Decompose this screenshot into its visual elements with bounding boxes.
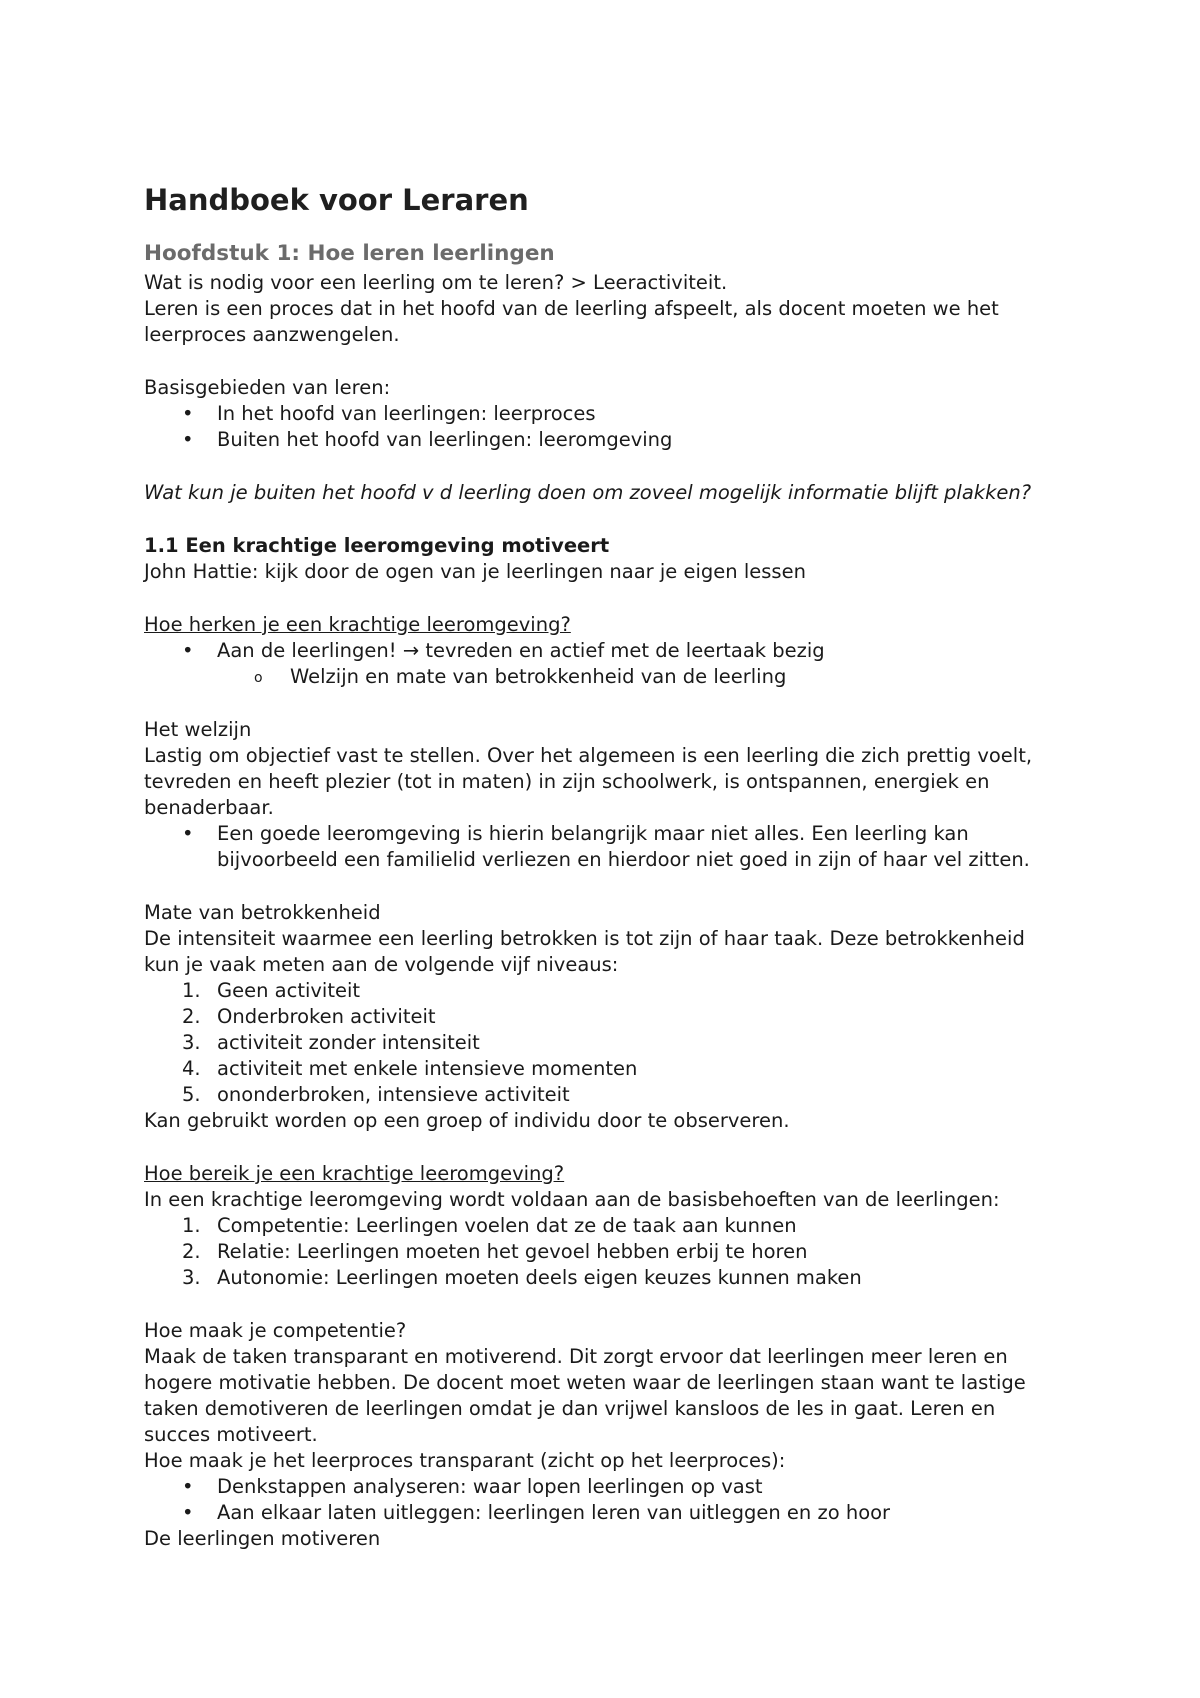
- spacer: [144, 453, 1064, 480]
- intro-line: Wat is nodig voor een leerling om te leren? > Leeractiviteit.: [144, 271, 728, 294]
- betrokkenheid-line: kun je vaak meten aan de volgende vijf niveaus:: [144, 953, 619, 976]
- competentie-line: Maak de taken transparant en motiverend. Dit zorgt ervoor dat leerlingen meer leren en: [144, 1345, 1008, 1368]
- spacer: [144, 348, 1064, 375]
- reach-list: [144, 1213, 1064, 1291]
- list-item: [144, 1500, 1064, 1526]
- list-item: [144, 1213, 1064, 1239]
- competentie-line: Hoe maak je het leerproces transparant (zicht op het leerproces):: [144, 1449, 786, 1472]
- spacer: [144, 690, 1064, 717]
- list-item-text: activiteit zonder intensiteit: [217, 1031, 480, 1054]
- betrokkenheid-line: De intensiteit waarmee een leerling betrokken is tot zijn of haar taak. Deze betrokkenheid: [144, 927, 1025, 950]
- bullet-marker: •: [182, 639, 194, 662]
- recognize-list: [144, 638, 1064, 664]
- document-title: Handboek voor Leraren: [144, 183, 529, 217]
- section-quote: John Hattie: kijk door de ogen van je leerlingen naar je eigen lessen: [144, 560, 806, 583]
- list-item-text: Buiten het hoofd van leerlingen: leeromgeving: [217, 428, 673, 451]
- competentie-line: taken demotiveren de leerlingen omdat je dan vrijwel kansloos de les in gaat. Leren en: [144, 1397, 996, 1420]
- sub-list-item: [144, 664, 1064, 690]
- betrokkenheid-after: Kan gebruikt worden op een groep of individu door te observeren.: [144, 1109, 790, 1132]
- competentie-list: [144, 1474, 1064, 1526]
- number-marker: 3.: [182, 1266, 201, 1289]
- sub-list-item-text: Welzijn en mate van betrokkenheid van de leerling: [290, 665, 787, 688]
- list-item-text: Competentie: Leerlingen voelen dat ze de taak aan kunnen: [217, 1214, 797, 1237]
- circle-marker: o: [254, 670, 263, 686]
- number-marker: 3.: [182, 1031, 201, 1054]
- number-marker: 4.: [182, 1057, 201, 1080]
- competentie-line: succes motiveert.: [144, 1423, 318, 1446]
- list-item: [144, 1056, 1064, 1082]
- number-marker: 1.: [182, 1214, 201, 1237]
- intro-line: Leren is een proces dat in het hoofd van de leerling afspeelt, als docent moeten we het: [144, 297, 999, 320]
- list-item-text: Geen activiteit: [217, 979, 361, 1002]
- competentie-heading: Hoe maak je competentie?: [144, 1319, 407, 1342]
- bullet-marker: •: [182, 402, 194, 425]
- number-marker: 5.: [182, 1083, 201, 1106]
- betrokkenheid-heading: Mate van betrokkenheid: [144, 901, 381, 924]
- number-marker: 1.: [182, 979, 201, 1002]
- welzijn-line: tevreden en heeft plezier (tot in maten) in zijn schoolwerk, is ontspannen, energiek en: [144, 770, 990, 793]
- list-item: [144, 1082, 1064, 1108]
- basis-list: [144, 401, 1064, 453]
- bullet-marker: •: [182, 1501, 194, 1524]
- list-item-text: ononderbroken, intensieve activiteit: [217, 1083, 570, 1106]
- list-item: [144, 401, 1064, 427]
- list-item: [144, 1030, 1064, 1056]
- intro-line: leerproces aanzwengelen.: [144, 323, 400, 346]
- reach-heading: Hoe bereik je een krachtige leeromgeving?: [144, 1162, 565, 1185]
- competentie-last: De leerlingen motiveren: [144, 1527, 381, 1550]
- welzijn-line: benaderbaar.: [144, 796, 274, 819]
- list-item-text: Een goede leeromgeving is hierin belangrijk maar niet alles. Een leerling kan: [217, 822, 969, 845]
- chapter-heading: Hoofdstuk 1: Hoe leren leerlingen: [144, 241, 555, 266]
- list-item: [144, 978, 1064, 1004]
- welzijn-heading: Het welzijn: [144, 718, 252, 741]
- competentie-line: hogere motivatie hebben. De docent moet weten waar de leerlingen staan want te lastige: [144, 1371, 1026, 1394]
- betrokkenheid-levels: [144, 978, 1064, 1108]
- recognize-heading: Hoe herken je een krachtige leeromgeving?: [144, 613, 571, 636]
- list-item-text: Relatie: Leerlingen moeten het gevoel hebben erbij te horen: [217, 1240, 808, 1263]
- list-item-text: activiteit met enkele intensieve momenten: [217, 1057, 638, 1080]
- list-item: [144, 1265, 1064, 1291]
- basis-heading: Basisgebieden van leren:: [144, 376, 391, 399]
- number-marker: 2.: [182, 1240, 201, 1263]
- list-item-text: Aan elkaar laten uitleggen: leerlingen leren van uitleggen en zo hoor: [217, 1501, 891, 1524]
- recognize-sublist: [144, 664, 1064, 690]
- spacer: [144, 873, 1064, 900]
- list-item: [144, 1474, 1064, 1500]
- list-item-text: bijvoorbeeld een familielid verliezen en hierdoor niet goed in zijn of haar vel zitten.: [217, 848, 1030, 871]
- list-item-text: Onderbroken activiteit: [217, 1005, 436, 1028]
- list-item: [144, 638, 1064, 664]
- document-content: [144, 180, 1064, 1552]
- list-item: [144, 427, 1064, 453]
- number-marker: 2.: [182, 1005, 201, 1028]
- list-item-text: Aan de leerlingen! → tevreden en actief met de leertaak bezig: [217, 639, 825, 662]
- list-item: [144, 821, 1064, 847]
- spacer: [144, 506, 1064, 533]
- bullet-marker: •: [182, 822, 194, 845]
- bullet-marker: •: [182, 428, 194, 451]
- spacer: [144, 1291, 1064, 1318]
- section-heading: 1.1 Een krachtige leeromgeving motiveert: [144, 534, 610, 557]
- welzijn-list: [144, 821, 1064, 873]
- bullet-marker: •: [182, 1475, 194, 1498]
- list-item-text: Denkstappen analyseren: waar lopen leerlingen op vast: [217, 1475, 763, 1498]
- spacer: [144, 585, 1064, 612]
- reach-intro: In een krachtige leeromgeving wordt voldaan aan de basisbehoeften van de leerlingen:: [144, 1188, 1000, 1211]
- list-item: [144, 1004, 1064, 1030]
- list-item-text: Autonomie: Leerlingen moeten deels eigen keuzes kunnen maken: [217, 1266, 862, 1289]
- list-item: [144, 1239, 1064, 1265]
- spacer: [144, 1134, 1064, 1161]
- list-item-continuation: [144, 847, 1064, 873]
- welzijn-line: Lastig om objectief vast te stellen. Over het algemeen is een leerling die zich prettig voelt,: [144, 744, 1033, 767]
- italic-question: Wat kun je buiten het hoofd v d leerling doen om zoveel mogelijk informatie blijft plakken?: [144, 481, 1032, 504]
- list-item-text: In het hoofd van leerlingen: leerproces: [217, 402, 596, 425]
